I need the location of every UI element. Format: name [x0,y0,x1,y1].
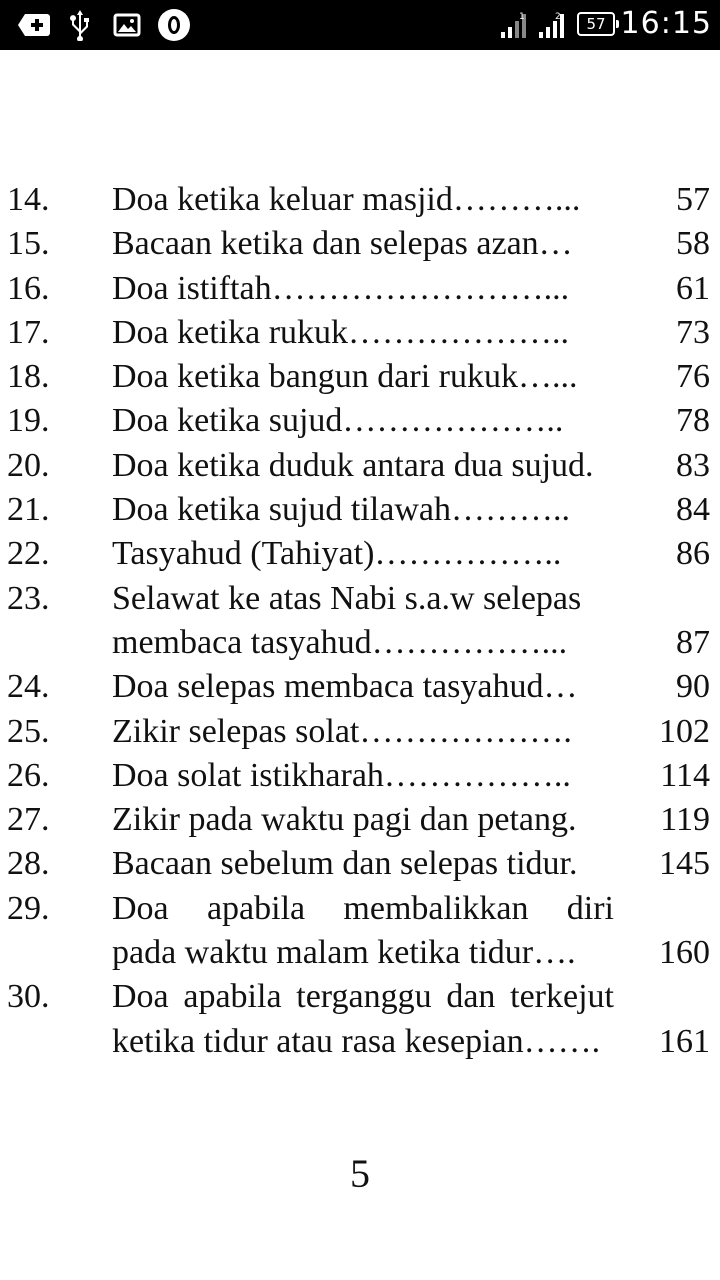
entry-page: 84 [676,491,710,529]
entry-title: Zikir selepas solat………………. [112,712,572,750]
entry-page: 160 [659,934,710,972]
toc-entry[interactable] [0,222,720,266]
entry-page: 114 [660,756,710,794]
entry-title: Zikir pada waktu pagi dan petang. [112,801,577,839]
entry-title-continued: ketika tidur atau rasa kesepian……. [112,1022,601,1060]
entry-number: 23. [7,579,50,617]
signal-2-icon [536,8,570,42]
entry-title: Doa ketika keluar masjid………... [112,181,581,218]
entry-page: 58 [676,225,710,263]
entry-title: Doa apabila membalikkan diri [112,889,614,927]
opera-icon [156,8,192,42]
entry-number: 29. [7,889,50,927]
table-of-contents [0,178,720,1064]
entry-title: Selawat ke atas Nabi s.a.w selepas [112,579,582,617]
clock: 16:15 [620,6,712,41]
toc-entry[interactable] [0,887,720,976]
entry-title-continued: pada waktu malam ketika tidur…. [112,934,576,972]
entry-title: Doa ketika rukuk……………….. [112,313,570,351]
toc-entry[interactable] [0,754,720,798]
add-icon [16,8,52,42]
entry-page: 87 [676,623,710,661]
page-number: 5 [350,1151,370,1196]
entry-title: Doa ketika sujud tilawah……….. [112,491,570,529]
entry-number: 30. [7,978,50,1016]
entry-number: 27. [7,801,50,839]
entry-number: 25. [7,712,50,750]
entry-page: 119 [660,801,710,839]
entry-number: 17. [7,313,50,351]
entry-page: 145 [659,845,710,883]
entry-page: 90 [676,668,710,706]
entry-title: Bacaan sebelum dan selepas tidur. [112,845,578,883]
entry-page: 57 [676,181,710,218]
entry-number: 16. [7,269,50,307]
entry-page: 102 [659,712,710,750]
toc-entry[interactable] [0,355,720,399]
entry-page: 161 [659,1022,710,1060]
entry-number: 14. [7,181,50,218]
toc-entry[interactable] [0,488,720,532]
entry-page: 86 [676,535,710,573]
entry-page: 76 [676,358,710,396]
entry-title: Tasyahud (Tahiyat)…………….. [112,535,562,573]
entry-number: 18. [7,358,50,396]
entry-title: Bacaan ketika dan selepas azan… [112,225,573,263]
svg-text:2: 2 [555,12,561,22]
entry-title: Doa ketika duduk antara dua sujud. [112,446,594,484]
status-bar [0,0,720,50]
entry-number: 22. [7,535,50,573]
entry-title: Doa apabila terganggu dan terkejut [112,978,614,1016]
toc-entry[interactable] [0,577,720,666]
svg-text:1: 1 [519,12,525,22]
toc-entry[interactable] [0,267,720,311]
toc-entry[interactable] [0,444,720,488]
toc-entry[interactable] [0,399,720,443]
entry-title: Doa solat istikharah…………….. [112,756,571,794]
image-icon [112,8,142,42]
usb-icon [66,8,94,42]
entry-page: 78 [676,402,710,440]
entry-number: 28. [7,845,50,883]
entry-number: 24. [7,668,50,706]
entry-page: 73 [676,313,710,351]
toc-entry[interactable] [0,842,720,886]
entry-number: 21. [7,491,50,529]
toc-entry[interactable] [0,178,720,222]
entry-title-continued: membaca tasyahud……………... [112,623,568,661]
entry-page: 61 [676,269,710,307]
entry-title: Doa ketika bangun dari rukuk…... [112,358,578,396]
signal-icon [498,8,532,42]
entry-page: 83 [676,446,710,484]
entry-title: Doa istiftah……………………... [112,269,570,307]
battery-icon: 57 [577,12,615,36]
toc-entry[interactable] [0,798,720,842]
toc-entry[interactable] [0,710,720,754]
entry-title: Doa selepas membaca tasyahud… [112,668,578,706]
entry-number: 20. [7,446,50,484]
toc-entry[interactable] [0,975,720,1064]
entry-title: Doa ketika sujud……………….. [112,402,564,440]
entry-number: 26. [7,756,50,794]
toc-entry[interactable] [0,311,720,355]
entry-number: 19. [7,402,50,440]
entry-number: 15. [7,225,50,263]
toc-entry[interactable] [0,665,720,709]
toc-entry[interactable] [0,532,720,576]
